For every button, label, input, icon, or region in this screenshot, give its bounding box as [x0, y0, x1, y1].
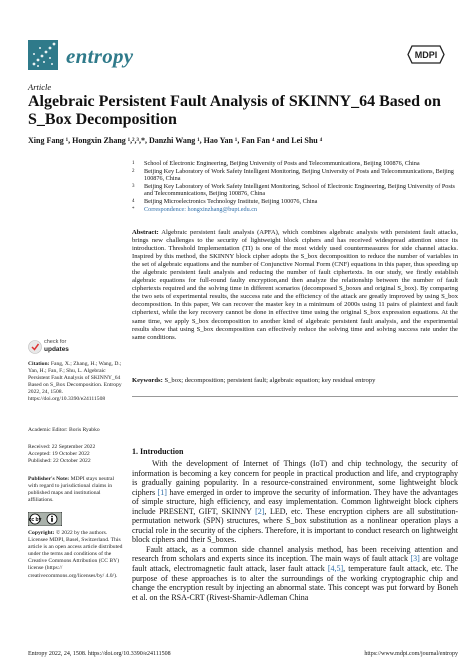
mdpi-logo-text: MDPI	[414, 50, 438, 60]
keywords-text: S_box; decomposition; persistent fault; algebraic equation; key residual entropy	[164, 377, 376, 384]
dates	[28, 444, 124, 465]
citation-link[interactable]: [1]	[157, 487, 167, 497]
check-for-updates-button[interactable]	[28, 337, 68, 357]
affiliation-item: 1 School of Electronic Engineering, Beijing University of Posts and Telecommunications, Beijing 100876, China	[132, 160, 420, 167]
citation-link[interactable]: [3]	[410, 554, 420, 564]
author-list: Xing Fang ¹, Hongxin Zhang ¹,²,³,*, Danzhi Wang ¹, Hao Yan ¹, Fan Fan ⁴ and Lei Shu ⁴	[28, 136, 323, 145]
published-date: Published: 22 October 2022	[28, 458, 91, 465]
affiliation-item: 4 Beijing Microelectronics Technology Institute, Beijing 100076, China	[132, 197, 318, 205]
check-updates-icon	[28, 339, 42, 355]
introduction-body	[132, 459, 458, 602]
cc-label: cc by	[28, 517, 42, 523]
journal-logo-icon	[28, 40, 58, 70]
footer-journal-link[interactable]: https://www.mdpi.com/journal/entropy	[364, 651, 458, 657]
article-type: Article	[28, 82, 52, 92]
correspondence: * Correspondence: hongxinzhang@bupt.edu.cn	[132, 205, 258, 213]
affiliation-item: 2 Beijing Key Laboratory of Work Safety Intelligent Monitoring, Beijing University of Posts and Telecommunications, Beijing 100876, China	[132, 167, 454, 183]
keywords	[132, 377, 458, 385]
publisher-note: Publisher's Note: MDPI stays neutral with regard to jurisdictional claims in published maps and institutional affiliations.	[28, 476, 115, 504]
keywords-label: Keywords:	[132, 377, 163, 384]
mdpi-logo	[406, 44, 446, 65]
abstract-label: Abstract:	[132, 229, 159, 236]
accepted-date: Accepted: 19 October 2022	[28, 451, 90, 458]
cc-by-license-icon[interactable]	[28, 512, 62, 526]
received-date: Received: 22 September 2022	[28, 444, 96, 450]
section-heading: 1. Introduction	[132, 447, 184, 456]
citation-link[interactable]: [4,5]	[327, 564, 344, 574]
abstract-text: Algebraic persistent fault analysis (APFA), which combines algebraic analysis with persistent fault attacks, brings new challenges to the security of lightweight block ciphers and has received widespread attention since its introduction. Threshold Implementation (TI) is one of the most widely used countermeasures for side channel attacks. Inspired by this method, the SKINNY block cipher adopts the S_box decomposition to reduce the number of variables in the set of algebraic equations and the number of Conjunctive Normal Form (CNF) equations in this paper, thus speeding up the algebraic persistent fault analysis and reducing the number of fault ciphertexts. In our study, we firstly establish algebraic equations for full-round faulty encryption,and then analyze the relationship between the number of fault ciphertexts required and the solving time in different scenarios (decomposed S_boxes and original S_box). By comparing the two sets of experimental results, the success rate and the efficiency of the attack are greatly improved by using S_box decomposition. In this paper, We can recover the master key in a minimum of 2000s using 11 pairs of plaintext and fault ciphertext, while the key recovery cannot be done in effective time using the original S_box expression equations. At the same time, we apply S_box decomposition to another kind of algebraic persistent fault analysis, and the experimental results show that using S_box decomposition can effectively reduce the solving time and solving success rate under the same conditions.	[132, 229, 458, 341]
journal-name: entropy	[66, 44, 134, 68]
divider	[132, 396, 458, 397]
affiliations	[132, 160, 457, 213]
affiliation-item: 3 Beijing Key Laboratory of Work Safety Intelligent Monitoring, School of Electronic Engineering, Beijing University of Posts and Telecommunications, Beijing 100876, China	[132, 182, 455, 198]
citation-link[interactable]: [2]	[255, 506, 265, 516]
footer-citation: Entropy 2022, 24, 1508. https://doi.org/10.3390/e24111508	[28, 651, 171, 657]
updates-label: updates	[44, 346, 69, 353]
paragraph: Fault attack, as a common side channel analysis method, has been receiving attention and research from scholars and experts since its inception. The main ways of fault attack [3] are voltage fault attack, electromagnetic fault attack, laser fault attack [4,5], temperature fault attack, etc. The purpose of these approaches is to alter the surroundings of the working cryptographic chip and change the encryption result by injecting an abnormal state. This concept was put forward by Boneh et al. on the RSA-CRT (Rivest-Shamir-Adleman China	[132, 544, 458, 602]
academic-editor: Academic Editor: Boris Ryabko	[28, 427, 100, 433]
paragraph: With the development of Internet of Things (IoT) and chip technology, the security of information is becoming a key concern for people in practical production and life, and cryptography is gradually gaining popularity. In a resource-constrained environment, some lightweight block ciphers [1] have emerged in order to improve the security of information. They have the advantages of simple structure, high efficiency, and easy implementation. Common lightweight block ciphers include PRESENT, GIFT, SKINNY [2], LED, etc. These encryption ciphers are all substitution-permutation network (SPN) structures, where S_box substitution as a nonlinear operation plays a crucial role in the security of the ciphers. Therefore, it is important to conduct research on lightweight block ciphers and their S_boxes.	[132, 459, 458, 545]
copyright: Copyright: © 2022 by the authors. Licensee MDPI, Basel, Switzerland. This article is an open access article distributed under the terms and conditions of the Creative Commons Attribution (CC BY) license (https:// creativecommons.org/licenses/by/ 4.0/).	[28, 530, 123, 579]
check-label: check for	[44, 339, 67, 345]
abstract	[132, 229, 458, 342]
page-title: Algebraic Persistent Fault Analysis of SKINNY_64 Based on S_Box Decomposition	[28, 93, 441, 128]
citation: Citation: Fang, X.; Zhang, H.; Wang, D.; Yan, H.; Fan, F.; Shu, L. Algebraic Persistent Fault Analysis of SKINNY_64 Based on S_Box Decomposition. Entropy 2022, 24, 1508. https://doi.org/10.3390/e24111508	[28, 361, 122, 403]
